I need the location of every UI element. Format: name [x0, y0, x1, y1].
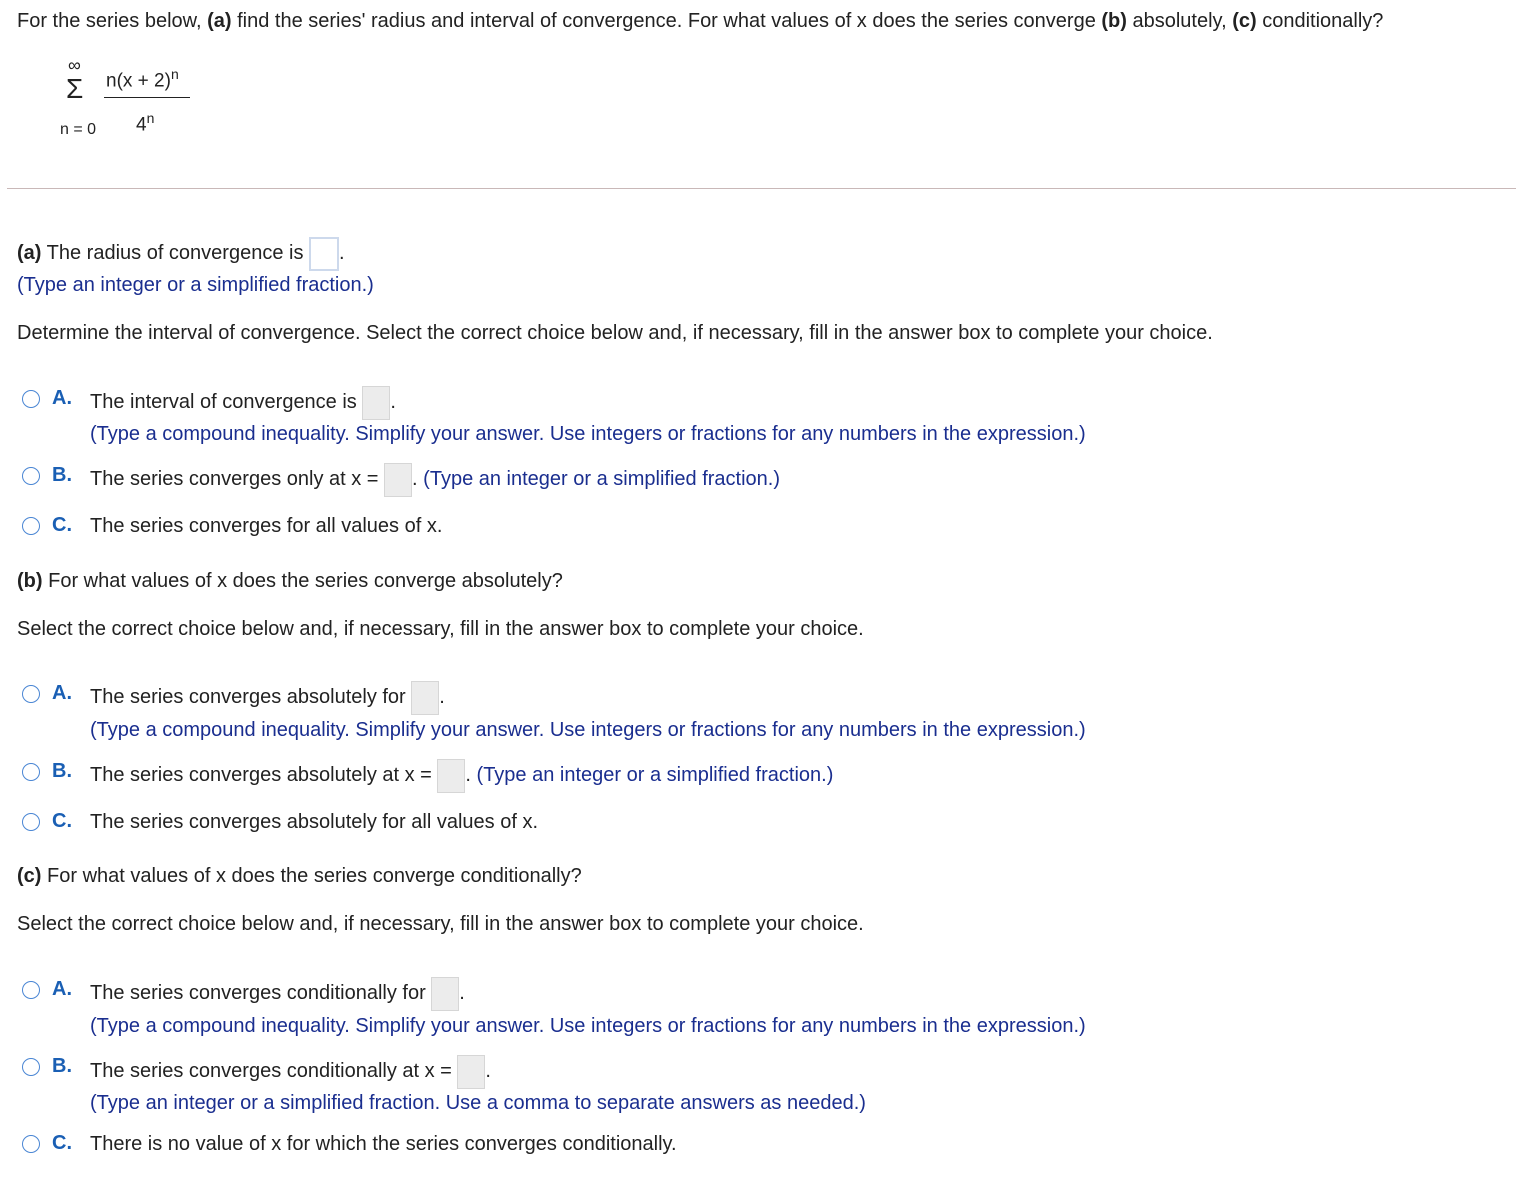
conditional-choice-c-radio[interactable]	[22, 1135, 40, 1153]
interval-choice-b	[90, 462, 780, 497]
numerator-exponent: n	[170, 66, 179, 82]
part-b-instruction: Select the correct choice below and, if necessary, fill in the answer box to complete your choice.	[17, 618, 864, 640]
choice-letter: A.	[52, 387, 72, 409]
period: .	[390, 391, 396, 413]
conditional-choice-b-radio[interactable]	[22, 1058, 40, 1076]
absolute-choice-c: The series converges absolutely for all values of x.	[90, 811, 538, 833]
question-part: conditionally?	[1256, 10, 1384, 32]
period: .	[485, 1060, 491, 1082]
choice-text: The series converges absolutely at x =	[90, 764, 438, 786]
part-c-prompt-text: For what values of x does the series converge conditionally?	[41, 865, 582, 887]
infinity-symbol: ∞	[68, 55, 81, 75]
interval-choice-b-radio[interactable]	[22, 467, 40, 485]
period: .	[439, 686, 445, 708]
interval-choice-c-radio[interactable]	[22, 517, 40, 535]
conditional-choice-a-radio[interactable]	[22, 981, 40, 999]
choice-text: The interval of convergence is	[90, 391, 363, 413]
denominator	[136, 110, 154, 136]
absolute-choice-b-radio[interactable]	[22, 763, 40, 781]
part-c-instruction: Select the correct choice below and, if necessary, fill in the answer box to complete your choice.	[17, 913, 864, 935]
period: .	[339, 242, 345, 264]
radius-answer-box[interactable]	[309, 237, 339, 271]
radius-prompt-text: The radius of convergence is	[41, 242, 310, 264]
question-part: find the series' radius and interval of convergence. For what values of x does the series converge	[231, 10, 1102, 32]
interval-instruction: Determine the interval of convergence. Select the correct choice below and, if necessary, fill in the answer box to complete your choice.	[17, 322, 1213, 344]
choice-letter: A.	[52, 682, 72, 704]
absolute-choice-b	[90, 758, 833, 793]
part-b-prompt-text: For what values of x does the series converge absolutely?	[42, 570, 563, 592]
choice-letter: C.	[52, 1132, 72, 1154]
choice-text: The series converges conditionally for	[90, 982, 432, 1004]
part-a-tag: (a)	[207, 10, 232, 32]
period: .	[465, 764, 477, 786]
choice-text: The series converges only at x =	[90, 468, 385, 490]
conditional-at-answer-box[interactable]	[457, 1055, 485, 1089]
question-part: absolutely,	[1126, 10, 1233, 32]
choice-letter: C.	[52, 810, 72, 832]
part-b-prompt	[17, 570, 563, 593]
absolute-answer-box[interactable]	[411, 681, 439, 715]
choice-hint: (Type an integer or a simplified fraction.)	[476, 764, 834, 786]
conditional-choice-a	[90, 976, 465, 1011]
period: .	[459, 982, 465, 1004]
sigma-symbol: Σ	[66, 73, 84, 104]
conditional-choice-b	[90, 1054, 491, 1089]
choice-text: The series converges absolutely for	[90, 686, 412, 708]
denominator-exponent: n	[146, 110, 155, 126]
conditional-choice-c: There is no value of x for which the series converges conditionally.	[90, 1133, 677, 1155]
question-part: For the series below,	[17, 10, 208, 32]
part-b-tag: (b)	[1101, 10, 1127, 32]
fraction-bar	[104, 97, 190, 98]
denominator-base: 4	[136, 114, 147, 136]
part-a-label: (a)	[17, 242, 42, 264]
absolute-choice-a-hint: (Type a compound inequality. Simplify your answer. Use integers or fractions for any numbers in the expression.)	[90, 719, 1086, 741]
absolute-at-answer-box[interactable]	[437, 759, 465, 793]
interval-choice-c: The series converges for all values of x.	[90, 515, 443, 537]
choice-letter: B.	[52, 464, 72, 486]
part-b-label: (b)	[17, 570, 43, 592]
interval-choice-a-radio[interactable]	[22, 390, 40, 408]
interval-answer-box[interactable]	[362, 386, 390, 420]
conditional-answer-box[interactable]	[431, 977, 459, 1011]
period: .	[412, 468, 424, 490]
interval-choice-a-hint: (Type a compound inequality. Simplify your answer. Use integers or fractions for any numbers in the expression.)	[90, 423, 1086, 445]
choice-letter: B.	[52, 760, 72, 782]
part-c-label: (c)	[17, 865, 42, 887]
absolute-choice-c-radio[interactable]	[22, 813, 40, 831]
lower-limit: n = 0	[60, 121, 97, 138]
choice-text: The series converges conditionally at x =	[90, 1060, 458, 1082]
absolute-choice-a	[90, 680, 445, 715]
choice-letter: A.	[52, 978, 72, 1000]
absolute-choice-a-radio[interactable]	[22, 685, 40, 703]
conditional-choice-a-hint: (Type a compound inequality. Simplify your answer. Use integers or fractions for any numbers in the expression.)	[90, 1015, 1086, 1037]
choice-letter: B.	[52, 1055, 72, 1077]
choice-hint: (Type an integer or a simplified fraction.)	[423, 468, 780, 490]
question-text	[17, 10, 1383, 33]
numerator	[106, 66, 179, 92]
radius-hint: (Type an integer or a simplified fraction.)	[17, 274, 374, 296]
part-c-tag: (c)	[1232, 10, 1257, 32]
conditional-choice-b-hint: (Type an integer or a simplified fraction. Use a comma to separate answers as needed.)	[90, 1092, 866, 1114]
part-c-prompt	[17, 865, 582, 888]
choice-letter: C.	[52, 514, 72, 536]
radius-prompt	[17, 236, 345, 271]
converges-at-answer-box[interactable]	[384, 463, 412, 497]
divider	[7, 188, 1516, 189]
interval-choice-a	[90, 385, 396, 420]
numerator-base: n(x + 2)	[106, 70, 171, 92]
